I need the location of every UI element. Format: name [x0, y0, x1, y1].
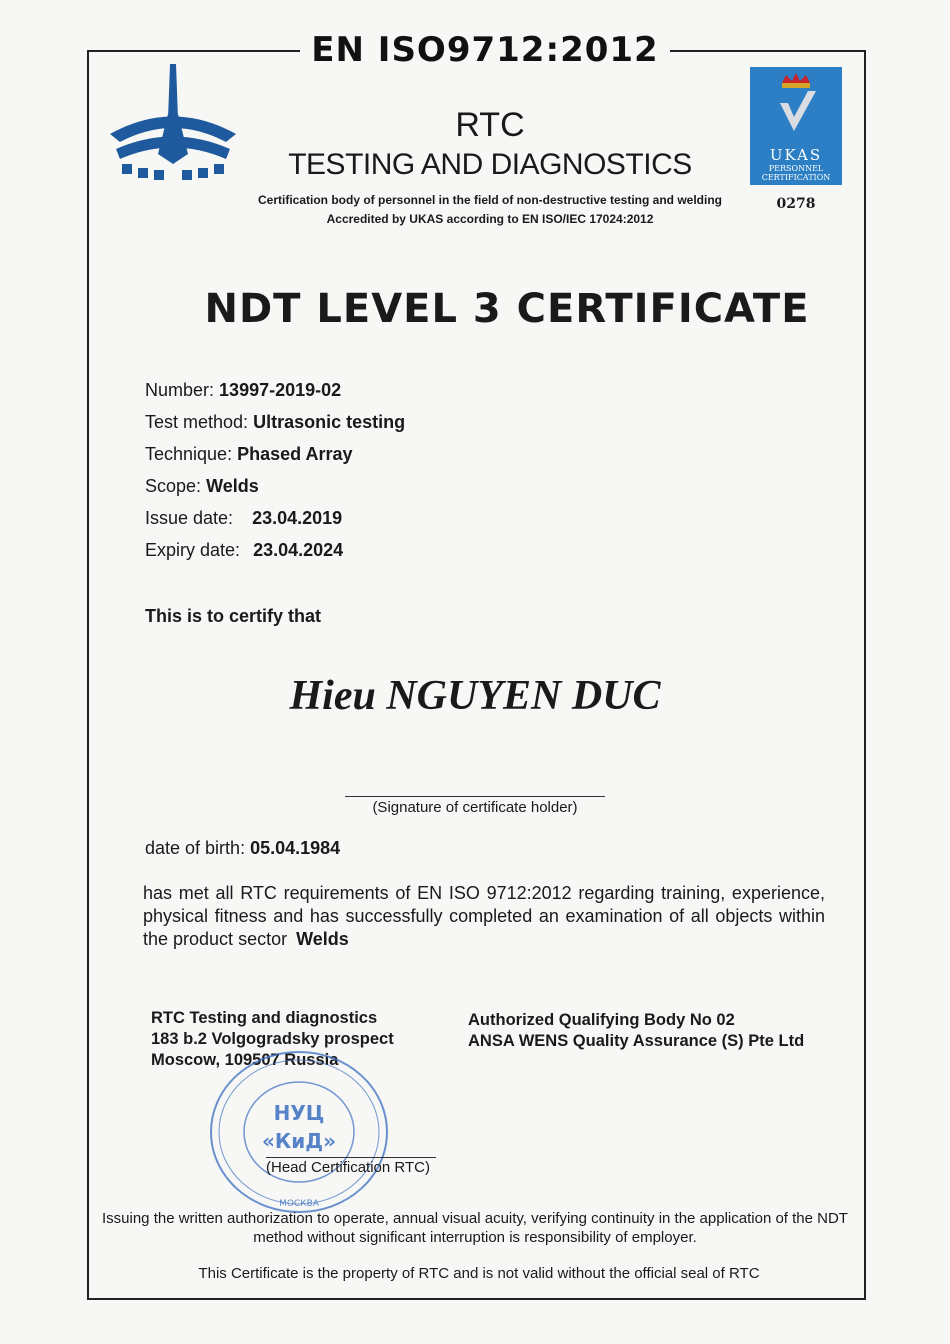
holder-name: Hieu NGUYEN DUC [289, 673, 661, 719]
standard-title: EN ISO9712:2012 [311, 30, 659, 70]
ukas-sub2: CERTIFICATION [761, 173, 831, 182]
address-line: Moscow, 109507 Russia [151, 1051, 339, 1069]
field-value: Ultrasonic testing [253, 412, 406, 432]
field-label: Technique: [145, 444, 233, 464]
org-name: RTC [455, 106, 525, 144]
field-method [145, 412, 405, 433]
signature-line [345, 796, 605, 797]
seal-bottom-text: МОСКВА [279, 1199, 319, 1209]
official-seal-icon [207, 1048, 391, 1216]
seal-top-text: НУЦ [273, 1101, 325, 1125]
qualifying-line: Authorized Qualifying Body No 02 [468, 1011, 735, 1029]
address-line: 183 b.2 Volgogradsky prospect [151, 1030, 394, 1048]
ukas-subtext [750, 164, 842, 182]
field-value: 23.04.2019 [252, 508, 343, 528]
field-label: Issue date: [145, 508, 234, 528]
head-caption: (Head Certification RTC) [266, 1159, 430, 1176]
field-expiry-date [145, 540, 343, 561]
footer-validity: This Certificate is the property of RTC and is not valid without the official seal of RTC [198, 1265, 760, 1282]
statement-text: has met all RTC requirements of EN ISO 9712:2012 regarding training, experience, physical fitness and has successfully completed an examination of all objects within the product sector [143, 883, 825, 949]
field-scope [145, 476, 259, 497]
field-technique [145, 444, 353, 465]
field-value: 23.04.2024 [253, 540, 344, 560]
rtc-logo-icon [108, 64, 238, 184]
ukas-sub1: PERSONNEL [768, 164, 824, 173]
field-number [145, 380, 341, 401]
head-signature-line [266, 1157, 436, 1158]
seal-middle-text: «КиД» [261, 1129, 337, 1153]
dob-value: 05.04.1984 [250, 838, 341, 858]
statement-sector: Welds [296, 929, 349, 949]
standard-header [300, 28, 670, 72]
address-line: RTC Testing and diagnostics [151, 1009, 378, 1027]
certification-statement [143, 882, 825, 951]
ukas-number: 0278 [776, 196, 816, 212]
certificate-title: NDT LEVEL 3 CERTIFICATE [204, 286, 810, 332]
field-label: Expiry date: [145, 540, 241, 560]
field-issue-date [145, 508, 342, 529]
qualifying-line: ANSA WENS Quality Assurance (S) Pte Ltd [468, 1032, 805, 1050]
certify-text: This is to certify that [145, 606, 322, 626]
field-label: Test method: [145, 412, 249, 432]
org-accreditation: Accredited by UKAS according to EN ISO/IEC 17024:2012 [326, 212, 654, 226]
field-label: Scope: [145, 476, 202, 496]
ukas-text: UKAS [769, 146, 823, 164]
footer-responsibility: Issuing the written authorization to operate, annual visual acuity, verifying continuity in the application of the NDT method without significant interruption is responsibility of employer. [102, 1210, 848, 1246]
org-subtitle: TESTING AND DIAGNOSTICS [288, 148, 692, 181]
org-description: Certification body of personnel in the field of non-destructive testing and welding [257, 193, 723, 207]
field-value: Phased Array [237, 444, 353, 464]
field-label: Number: [145, 380, 215, 400]
signature-caption: (Signature of certificate holder) [372, 799, 578, 816]
field-value: Welds [206, 476, 259, 496]
qualifying-body [468, 1010, 804, 1052]
field-value: 13997-2019-02 [219, 380, 342, 400]
dob-label: date of birth: [145, 838, 246, 858]
crown-check-icon [750, 67, 842, 147]
date-of-birth [145, 838, 340, 859]
